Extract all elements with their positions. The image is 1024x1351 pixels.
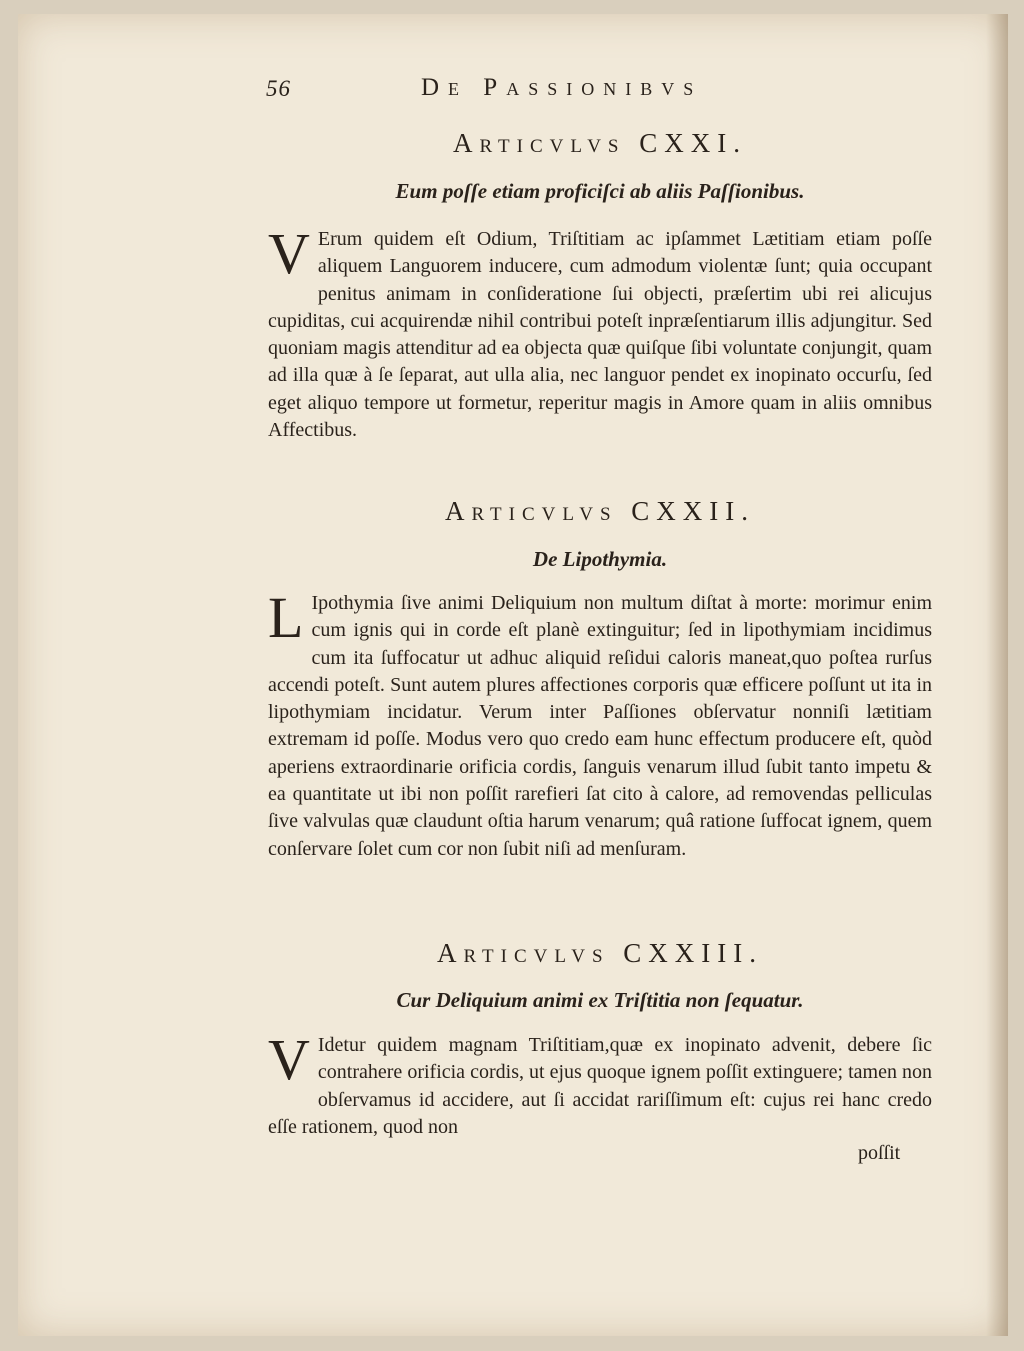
article-body — [268, 1027, 932, 1141]
article-heading: Articvlvs CXXI. — [452, 128, 747, 158]
article-123-heading-block — [268, 938, 932, 969]
drop-cap: V — [268, 221, 310, 286]
article-heading: Articvlvs CXXII. — [445, 496, 755, 526]
article-122-heading-block — [268, 496, 932, 527]
article-123-text — [268, 1027, 932, 1141]
article-body — [268, 221, 932, 444]
article-121-heading-block — [268, 128, 932, 159]
page-gutter-shadow — [986, 14, 1008, 1336]
article-subtitle: Cur Deliquium animi ex Triſtitia non ſequatur. — [396, 988, 804, 1012]
drop-cap: L — [268, 585, 304, 650]
catchword: poſſit — [858, 1142, 901, 1164]
article-121-subtitle-block — [268, 179, 932, 204]
article-123-subtitle-block — [268, 988, 932, 1013]
article-122-text — [268, 585, 932, 863]
drop-cap: V — [268, 1027, 310, 1092]
running-title: De Passionibvs — [421, 74, 703, 101]
article-body-text: Erum quidem eſt Odium, Triſtitiam ac ipſammet Lætitiam etiam poſſe aliquem Languorem inducere, cum admodum violentæ ſunt; quia occupant penitus animam in conſideratione ſui objecti, præſertim ubi rei alicujus cupiditas, cui acquirendæ nihil contribui poteſt inpræſentiarum illis adjungitur. Sed quoniam magis attenditur ad ea objecta quæ quiſque ſibi voluntate conjungit, quam ad illa quæ à ſe ſeparat, aut ulla alia, nec languor pendet ex inopinato occurſu, ſed eget aliquo tempore ut formetur, reperitur magis in Amore quam in aliis omnibus Affectibus. — [268, 228, 932, 442]
article-subtitle: De Lipothymia. — [532, 547, 668, 571]
article-body-text: Idetur quidem magnam Triſtitiam,quæ ex inopinato advenit, debere ſic contrahere orificia cordis, ut ejus quoque ignem poſſit extinguere; tamen non obſervamus id accidere, aut ſi accidat rariſſimum eſt: cujus rei hanc credo eſſe rationem, quod non — [268, 1034, 932, 1138]
article-subtitle: Eum poſſe etiam proficiſci ab aliis Paſſionibus. — [395, 179, 805, 203]
page-number: 56 — [266, 76, 291, 101]
article-body — [268, 585, 932, 863]
article-heading: Articvlvs CXXIII. — [437, 938, 763, 968]
article-121-text — [268, 221, 932, 444]
running-head — [266, 74, 786, 110]
article-122-subtitle-block — [268, 547, 932, 572]
article-body-text: Ipothymia ſive animi Deliquium non multum diſtat à morte: morimur enim cum ignis qui in corde eſt planè extinguitur; ſed in lipothymiam incidimus cum ita ſuffocatur ut adhuc aliquid reſidui caloris maneat,quo poſtea rurſus accendi poteſt. Sunt autem plures affectiones corporis quæ efficere poſſunt ut ita in lipothymiam incidatur. Verum inter Paſſiones obſervatur nonniſi lætitiam extremam id poſſe. Modus vero quo credo eam hunc effectum producere eſt, quòd aperiens extraordinarie orificia cordis, ſanguis venarum illud ſubit tanto impetu & ea quantitate ut ibi non poſſit rarefieri ſat cito à calore, ad removendas pelliculas ſive valvulas quæ claudunt oſtia harum venarum; quâ ratione ſuffocat ignem, quem conſervare ſolet cum cor non ſubit niſi ad menſuram. — [268, 592, 932, 860]
